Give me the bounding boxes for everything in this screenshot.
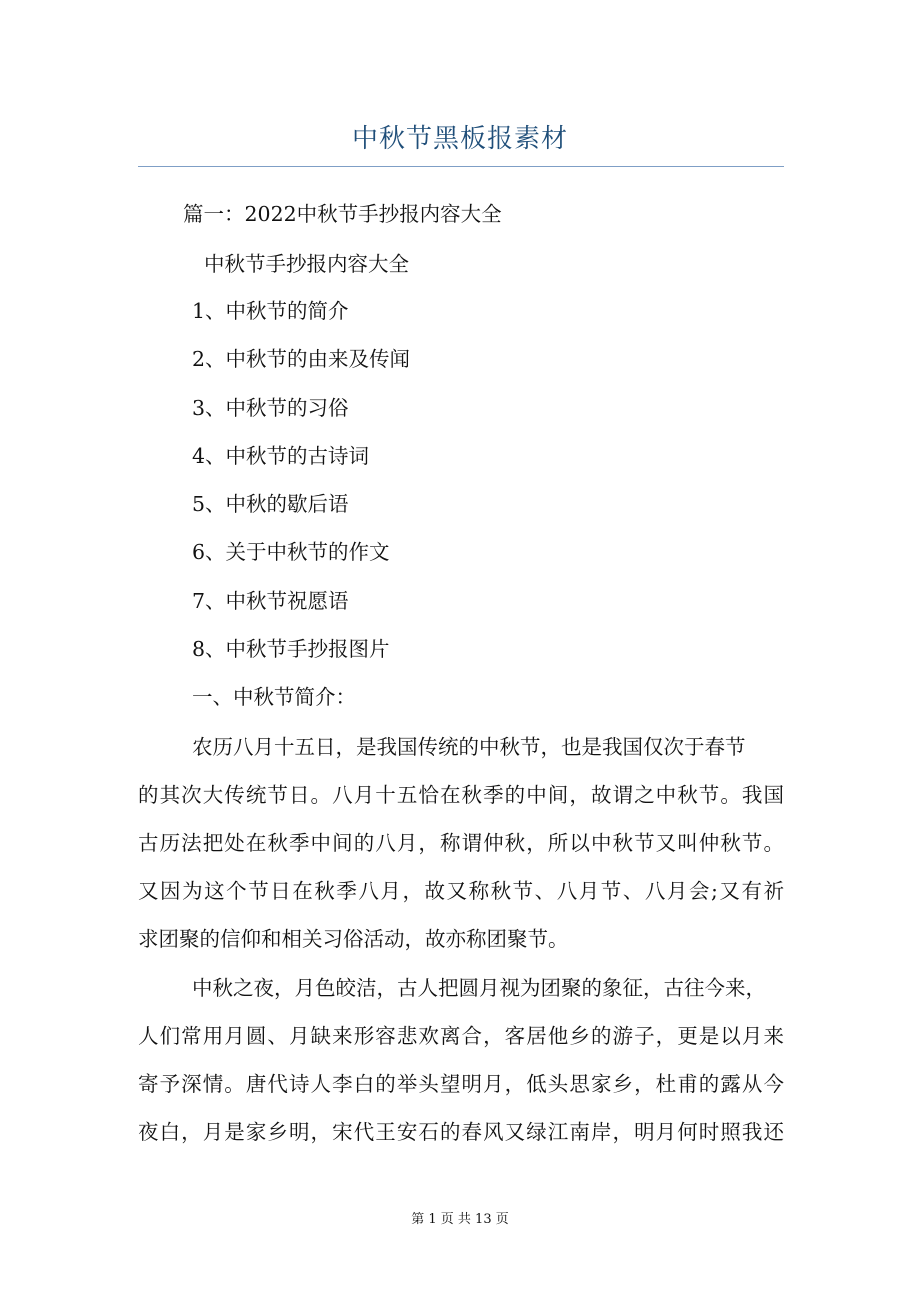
paragraph-line: 人们常用月圆、月缺来形容悲欢离合，客居他乡的游子，更是以月来	[138, 1024, 784, 1048]
paragraph-line: 求团聚的信仰和相关习俗活动，故亦称团聚节。	[138, 927, 569, 951]
section-heading: 篇一：2022中秋节手抄报内容大全	[183, 202, 502, 226]
toc-item: 6、关于中秋节的作文	[192, 540, 390, 564]
toc-item: 2、中秋节的由来及传闻	[192, 347, 411, 371]
paragraph-line: 的其次大传统节日。八月十五恰在秋季的中间，故谓之中秋节。我国	[138, 783, 784, 807]
toc-item: 7、中秋节祝愿语	[192, 589, 349, 613]
subheading: 一、中秋节简介：	[192, 685, 356, 709]
paragraph-line: 寄予深情。唐代诗人李白的举头望明月，低头思家乡，杜甫的露从今	[138, 1072, 784, 1096]
toc-item: 1、中秋节的简介	[192, 299, 349, 323]
page-footer: 第 1 页 共 13 页	[411, 1212, 509, 1227]
paragraph-line: 农历八月十五日，是我国传统的中秋节，也是我国仅次于春节	[192, 735, 746, 759]
paragraph-line: 中秋之夜，月色皎洁，古人把圆月视为团聚的象征，古往今来，	[192, 976, 766, 1000]
toc-item: 3、中秋节的习俗	[192, 396, 349, 420]
paragraph-line: 又因为这个节日在秋季八月，故又称秋节、八月节、八月会;又有祈	[138, 879, 784, 903]
toc-item: 4、中秋节的古诗词	[192, 444, 370, 468]
document-title: 中秋节黑板报素材	[351, 124, 568, 154]
paragraph-line: 古历法把处在秋季中间的八月，称谓仲秋，所以中秋节又叫仲秋节。	[138, 831, 784, 855]
title-divider	[138, 166, 784, 167]
toc-item: 8、中秋节手抄报图片	[192, 637, 390, 661]
toc-title: 中秋节手抄报内容大全	[204, 252, 409, 276]
toc-item: 5、中秋的歇后语	[192, 492, 349, 516]
paragraph-line: 夜白，月是家乡明，宋代王安石的春风又绿江南岸，明月何时照我还	[138, 1120, 784, 1144]
